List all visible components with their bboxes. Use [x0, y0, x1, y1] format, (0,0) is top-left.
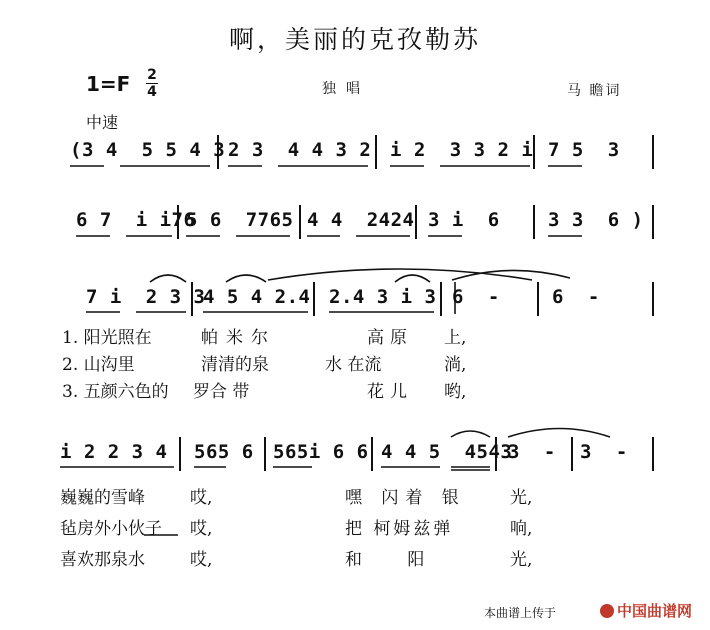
time-signature-bottom: 4 — [147, 84, 157, 100]
site-logo-text: 中国曲谱网 — [617, 602, 693, 620]
footer-upload-note: 本曲谱上传于 — [484, 606, 557, 620]
measure: 7 5 3 — [548, 139, 620, 161]
slur — [150, 275, 186, 282]
lyric-syllable: 和 阳 — [345, 550, 445, 570]
slur — [226, 275, 266, 282]
lyric-syllable: 罗合 带 — [193, 382, 250, 402]
measure: 4 4 2424 — [307, 209, 415, 231]
measure: 6 7 i i76 — [76, 209, 196, 231]
lyric-syllable: 毡房外小伙子 — [60, 519, 162, 539]
slur — [395, 275, 430, 282]
measure: 4 4 5 4543 — [381, 441, 513, 463]
measure: 7 i 2 3 3 — [86, 286, 206, 308]
measure: 2.4 3 i 3 — [329, 286, 437, 308]
measure: 4 5 4 2.4 — [203, 286, 311, 308]
measure: 6 - — [452, 286, 500, 308]
lyric-syllable: 上, — [444, 328, 467, 348]
measure: (3 4 5 5 4 3 — [70, 139, 226, 161]
lyric-syllable: 高原 — [367, 328, 413, 348]
slur — [508, 429, 610, 438]
lyric-syllable: 响, — [510, 519, 533, 539]
slur — [451, 431, 490, 437]
lyricist-credit: 马 瞻词 — [567, 83, 622, 99]
lyric-syllable: 清清的泉 — [201, 355, 269, 375]
lyric-syllable: 哟, — [444, 382, 467, 402]
tempo-marking: 中速 — [86, 113, 119, 132]
site-logo[interactable] — [600, 600, 692, 621]
measure: i 2 2 3 4 — [60, 441, 168, 463]
lyric-syllable: 3. 五颜六色的 — [62, 382, 169, 402]
lyric-syllable: 喜欢那泉水 — [60, 550, 145, 570]
measure: 2 3 4 4 3 2 — [228, 139, 372, 161]
measure: 5 6 7765 — [186, 209, 294, 231]
lyric-syllable: 2. 山沟里 — [62, 355, 135, 375]
performance-form: 独唱 — [322, 81, 370, 97]
lyric-syllable: 帕米尔 — [201, 328, 276, 348]
lyric-syllable: 光, — [510, 488, 533, 508]
lyric-syllable: 花儿 — [367, 382, 413, 402]
song-title: 啊，美丽的克孜勒苏 — [228, 25, 481, 54]
measure: 3 i 6 — [428, 209, 500, 231]
lyric-syllable: 1. 阳光照在 — [62, 328, 152, 348]
lyric-syllable: 淌, — [444, 355, 467, 375]
measure: 3 3 6 ) — [548, 209, 644, 231]
lyric-syllable: 巍巍的雪峰 — [60, 488, 145, 508]
measure: 6 - — [552, 286, 600, 308]
lyric-syllable: 嘿 闪着 银 — [345, 488, 466, 508]
measure: 3 - — [508, 441, 556, 463]
lyric-syllable: 哎, — [190, 488, 213, 508]
measure: 565 6 — [194, 441, 254, 463]
measure: 565i 6 6 — [273, 441, 369, 463]
lyric-syllable: 哎, — [190, 550, 213, 570]
lyric-syllable: 把 柯姆兹弹 — [345, 519, 454, 539]
site-logo-icon — [600, 604, 614, 618]
key-signature: 1=F — [86, 72, 131, 96]
lyric-syllable: 水 在流 — [325, 355, 382, 375]
lyric-syllable: 哎, — [190, 519, 213, 539]
measure: i 2 3 3 2 i — [390, 139, 534, 161]
time-signature-top: 2 — [147, 67, 157, 83]
lyric-syllable: 光, — [510, 550, 533, 570]
measure: 3 - — [580, 441, 628, 463]
